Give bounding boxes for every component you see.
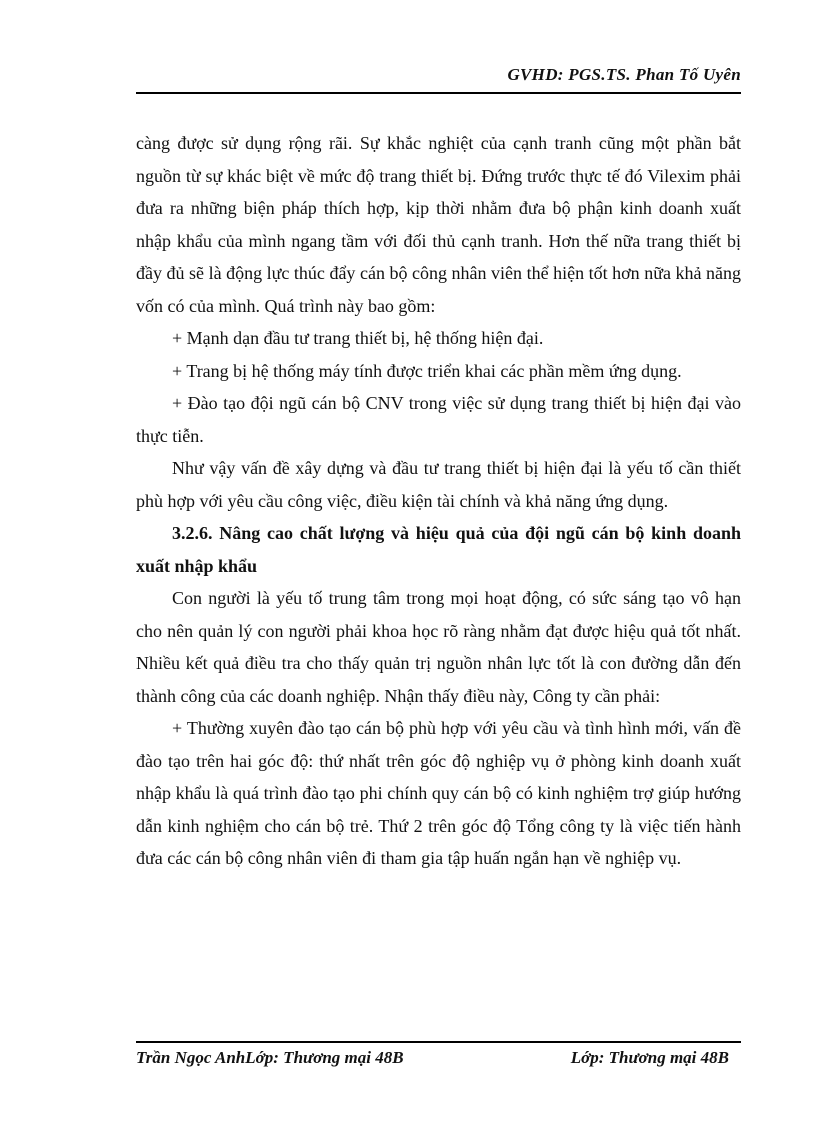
section-heading: 3.2.6. Nâng cao chất lượng và hiệu quả của đội ngũ cán bộ kinh doanh xuất nhập khẩu	[136, 523, 741, 576]
bullet-item: + Thường xuyên đào tạo cán bộ phù hợp với yêu cầu và tình hình mới, vấn đề đào tạo trên hai góc độ: thứ nhất trên góc độ nghiệp vụ ở phòng kinh doanh xuất nhập khẩu là quá trình đào tạo phi chính quy cán bộ có kinh nghiệm trợ giúp hướng dẫn kinh nghiệm cho cán bộ trẻ. Thứ 2 trên góc độ Tổng công ty là việc tiến hành đưa các cán bộ công nhân viên đi tham gia tập huấn ngắn hạn về nghiệp vụ.	[136, 718, 741, 868]
paragraph: càng được sử dụng rộng rãi. Sự khắc nghiệt của cạnh tranh cũng một phần bắt nguồn từ sự khác biệt về mức độ trang thiết bị. Đứng trước thực tế đó Vilexim phải đưa ra những biện pháp thích hợp, kịp thời nhằm đưa bộ phận kinh doanh xuất nhập khẩu của mình ngang tầm với đối thủ cạnh tranh. Hơn thế nữa trang thiết bị đầy đủ sẽ là động lực thúc đẩy cán bộ công nhân viên thể hiện tốt hơn nữa khả năng vốn có của mình. Quá trình này bao gồm:	[136, 133, 741, 316]
bullet-item: + Đào tạo đội ngũ cán bộ CNV trong việc sử dụng trang thiết bị hiện đại vào thực tiễn.	[136, 393, 741, 446]
footer-class: Lớp: Thương mại 48B	[570, 1048, 729, 1067]
document-body	[136, 127, 741, 875]
header-advisor: GVHD: PGS.TS. Phan Tố Uyên	[507, 65, 741, 84]
footer-author: Trần Ngọc AnhLớp: Thương mại 48B	[136, 1048, 404, 1067]
bullet-item: + Mạnh dạn đầu tư trang thiết bị, hệ thống hiện đại.	[172, 328, 544, 348]
page-footer	[136, 1041, 741, 1073]
paragraph: Như vậy vấn đề xây dựng và đầu tư trang thiết bị hiện đại là yếu tố cần thiết phù hợp với yêu cầu công việc, điều kiện tài chính và khả năng ứng dụng.	[136, 458, 741, 511]
paragraph: Con người là yếu tố trung tâm trong mọi hoạt động, có sức sáng tạo vô hạn cho nên quản lý con người phải khoa học rõ ràng nhằm đạt được hiệu quả tốt nhất. Nhiều kết quả điều tra cho thấy quản trị nguồn nhân lực tốt là con đường dẫn đến thành công của các doanh nghiệp. Nhận thấy điều này, Công ty cần phải:	[136, 588, 741, 706]
page-header	[136, 62, 741, 94]
bullet-item: + Trang bị hệ thống máy tính được triển khai các phần mềm ứng dụng.	[172, 360, 682, 381]
